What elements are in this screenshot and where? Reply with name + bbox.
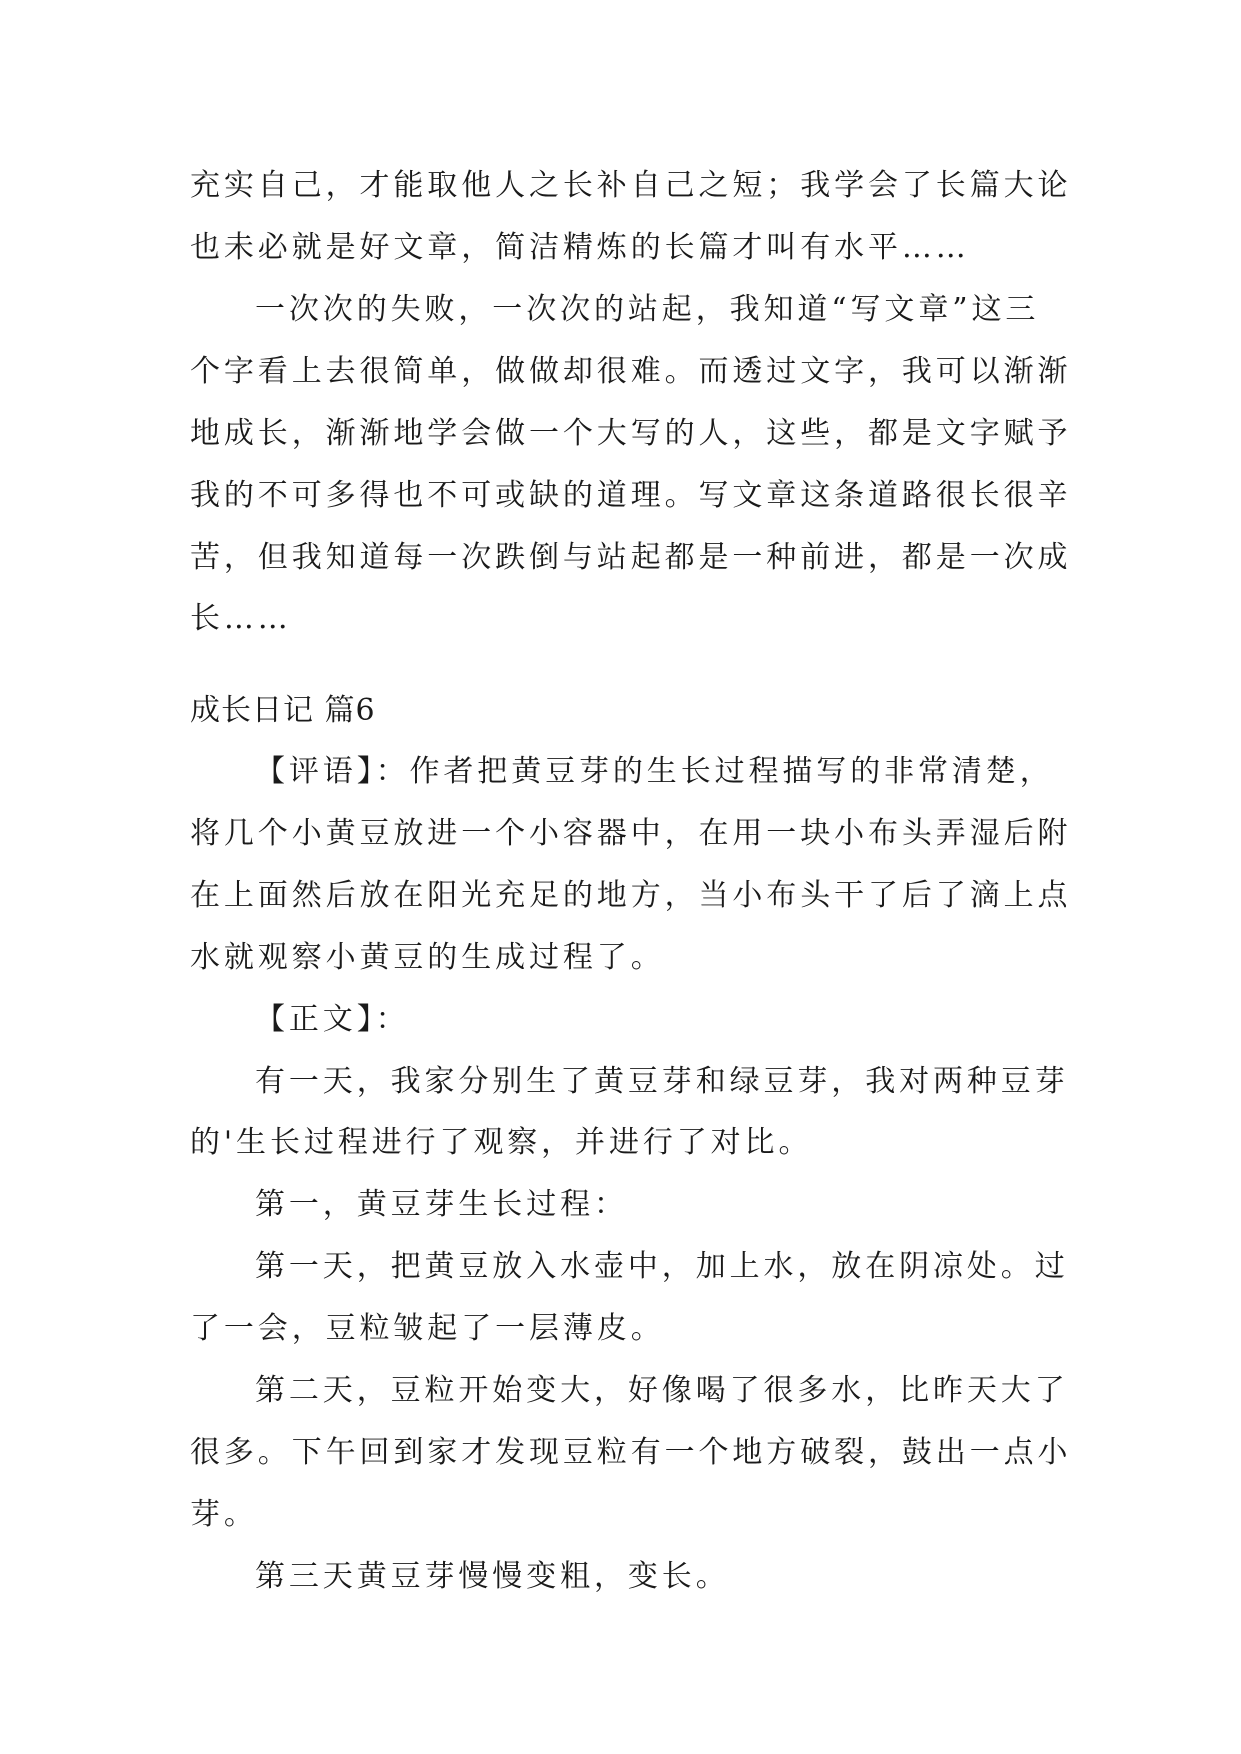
section-heading: 成长日记 篇6 (190, 693, 376, 728)
text-line: 水就观察小黄豆的生成过程了。 (190, 940, 665, 975)
text-line: 苦，但我知道每一次跌倒与站起都是一种前进，都是一次成 (190, 540, 1072, 575)
text-line: 第一天，把黄豆放入水壶中，加上水，放在阴凉处。过 (255, 1249, 1069, 1284)
text-line: 一次次的失败，一次次的站起，我知道“写文章”这三 (255, 292, 1040, 327)
text-line: 也未必就是好文章，简洁精炼的长篇才叫有水平…… (190, 230, 970, 265)
text-line: 将几个小黄豆放进一个小容器中，在用一块小布头弄湿后附 (190, 816, 1072, 851)
text-line: 芽。 (190, 1497, 258, 1532)
text-line: 我的不可多得也不可或缺的道理。写文章这条道路很长很辛 (190, 478, 1072, 513)
text-line: 【评语】：作者把黄豆芽的生长过程描写的非常清楚， (255, 754, 1054, 789)
text-line: 第三天黄豆芽慢慢变粗，变长。 (255, 1559, 730, 1594)
text-line: 长…… (190, 601, 292, 636)
text-line: 个字看上去很简单，做做却很难。而透过文字，我可以渐渐 (190, 354, 1072, 389)
body-label: 【正文】： (255, 1002, 410, 1037)
text-line: 有一天，我家分别生了黄豆芽和绿豆芽，我对两种豆芽 (255, 1064, 1069, 1099)
text-line: 的'生长过程进行了观察，并进行了对比。 (190, 1125, 813, 1160)
text-line: 第二天，豆粒开始变大，好像喝了很多水，比昨天大了 (255, 1373, 1069, 1408)
text-line: 很多。下午回到家才发现豆粒有一个地方破裂，鼓出一点小 (190, 1435, 1072, 1470)
text-line: 充实自己，才能取他人之长补自己之短；我学会了长篇大论 (190, 168, 1072, 203)
text-line: 了一会，豆粒皱起了一层薄皮。 (190, 1311, 665, 1346)
step-heading: 第一，黄豆芽生长过程： (255, 1187, 628, 1222)
text-line: 在上面然后放在阳光充足的地方，当小布头干了后了滴上点 (190, 878, 1072, 913)
text-line: 地成长，渐渐地学会做一个大写的人，这些，都是文字赋予 (190, 416, 1072, 451)
